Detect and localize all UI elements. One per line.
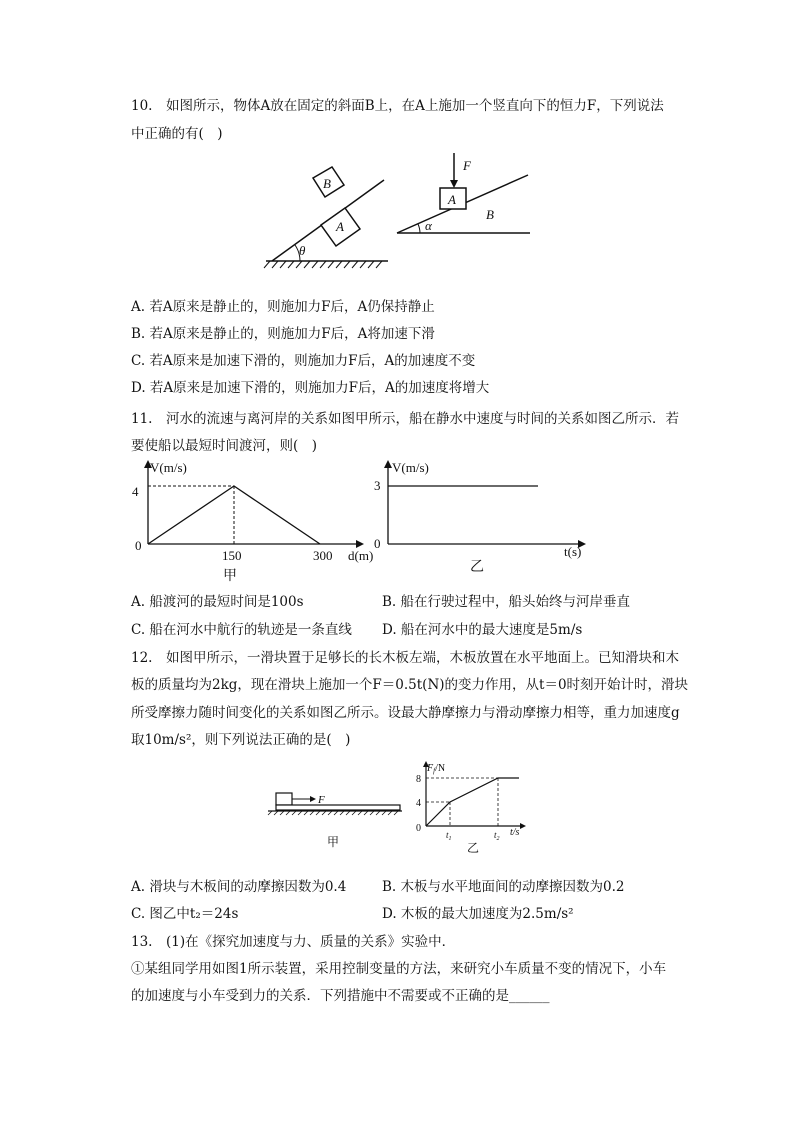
q10-option-b[interactable]: B. 若A原来是静止的，则施加力F后，A将加速下滑: [131, 326, 435, 342]
q10-label-theta: θ: [299, 243, 306, 258]
q12-stem-line1: 12. 如图甲所示，一滑块置于足够长的长木板左端，木板放置在水平地面上。已知滑块和木: [131, 650, 679, 666]
q13-stem-line2: ①某组同学用如图1所示装置，采用控制变量的方法，来研究小车质量不变的情况下，小车: [131, 961, 667, 977]
ff-caption: 乙: [467, 841, 480, 855]
ff-xlabel: t/s: [510, 827, 520, 838]
q11-option-d[interactable]: D. 船在河水中的最大速度是5m/s: [382, 622, 583, 638]
ff-xtick-t2: $t_2$: [494, 830, 500, 842]
q11-option-a[interactable]: A. 船渡河的最短时间是100s: [131, 594, 304, 610]
jia-ytick-4: 4: [132, 484, 139, 499]
yi-ylabel: V(m/s): [392, 460, 429, 475]
yi-ytick-3: 3: [374, 478, 381, 493]
ff-xtick-t1: $t_1$: [446, 830, 452, 842]
long-board: [276, 805, 400, 810]
ff-ytick-8: 8: [416, 774, 421, 785]
q12-option-b[interactable]: B. 木板与水平地面间的动摩擦因数为0.2: [382, 879, 625, 895]
yi-xlabel: t(s): [564, 544, 582, 559]
q11-chart-jia: [130, 458, 380, 588]
q10-label-A2: A: [448, 192, 456, 207]
jia-ylabel: V(m/s): [150, 460, 187, 475]
ff-series-line: [426, 778, 519, 826]
q11-option-b[interactable]: B. 船在行驶过程中，船头始终与河岸垂直: [382, 594, 631, 610]
q11-chart-yi: [370, 458, 600, 588]
q12-option-a[interactable]: A. 滑块与木板间的动摩擦因数为0.4: [131, 879, 347, 895]
q12-label-F: F: [318, 794, 325, 806]
jia-origin: 0: [135, 538, 142, 553]
ff-x-arrow: [520, 823, 526, 829]
jia-caption: 甲: [223, 569, 237, 584]
yi-ytick-0: 0: [374, 536, 381, 551]
q10-label-B2: B: [486, 207, 494, 222]
q10-label-F: F: [463, 158, 471, 173]
jia-xtick-150: 150: [222, 548, 242, 563]
q13-stem-line1: 13. (1)在《探究加速度与力、质量的关系》实验中．: [131, 934, 456, 950]
q10-figure-incline-force: [392, 150, 532, 240]
jia-xlabel: d(m): [348, 548, 374, 563]
q12-stem-line2: 板的质量均为2kg，现在滑块上施加一个F＝0.5t(N)的变力作用，从t＝0时刻开始计时，滑块: [131, 677, 689, 693]
q11-stem-line1: 11. 河水的流速与离河岸的关系如图甲所示，船在静水中速度与时间的关系如图乙所示．若: [131, 411, 679, 427]
jia-xtick-300: 300: [313, 548, 333, 563]
q12-figure-jia: [264, 785, 414, 855]
q13-stem-line3: 的加速度与小车受到力的关系．下列措施中不需要或不正确的是______: [131, 988, 550, 1004]
q11-option-c[interactable]: C. 船在河水中航行的轨迹是一条直线: [131, 622, 352, 638]
q10-label-B: B: [323, 176, 331, 191]
jia-series-line: [148, 486, 320, 544]
yi-y-arrow: [384, 460, 392, 468]
jia-x-arrow: [356, 540, 364, 548]
q10-option-d[interactable]: D. 若A原来是加速下滑的，则施加力F后，A的加速度将增大: [131, 380, 490, 396]
q10-label-alpha: α: [425, 218, 432, 233]
ff-ylabel: $F_f/N$: [427, 763, 446, 775]
q12-stem-line4: 取10m/s²，则下列说法正确的是( ): [131, 732, 351, 748]
q10-option-a[interactable]: A. 若A原来是静止的，则施加力F后，A仍保持静止: [131, 299, 435, 315]
q10-figure-incline-stack: [262, 160, 392, 270]
yi-caption: 乙: [470, 560, 484, 575]
q10-label-A: A: [336, 219, 344, 234]
slider-block: [276, 793, 292, 805]
q12-option-d[interactable]: D. 木板的最大加速度为2.5m/s²: [382, 906, 574, 922]
q10-option-c[interactable]: C. 若A原来是加速下滑的，则施加力F后，A的加速度不变: [131, 353, 476, 369]
q10-stem-line2: 中正确的有( ): [131, 126, 223, 142]
q12-option-c[interactable]: C. 图乙中t₂＝24s: [131, 906, 239, 922]
q12-caption-jia: 甲: [327, 835, 340, 849]
q12-stem-line3: 所受摩擦力随时间变化的关系如图乙所示。设最大静摩擦力与滑动摩擦力相等，重力加速度g: [131, 705, 680, 721]
q12-chart-yi: [412, 758, 542, 856]
q11-stem-line2: 要使船以最短时间渡河，则( ): [131, 438, 318, 454]
ff-ytick-4: 4: [416, 798, 421, 809]
ff-origin: 0: [416, 823, 421, 834]
q10-stem-line1: 10. 如图所示，物体A放在固定的斜面B上，在A上施加一个竖直向下的恒力F，下列说法: [131, 98, 664, 114]
